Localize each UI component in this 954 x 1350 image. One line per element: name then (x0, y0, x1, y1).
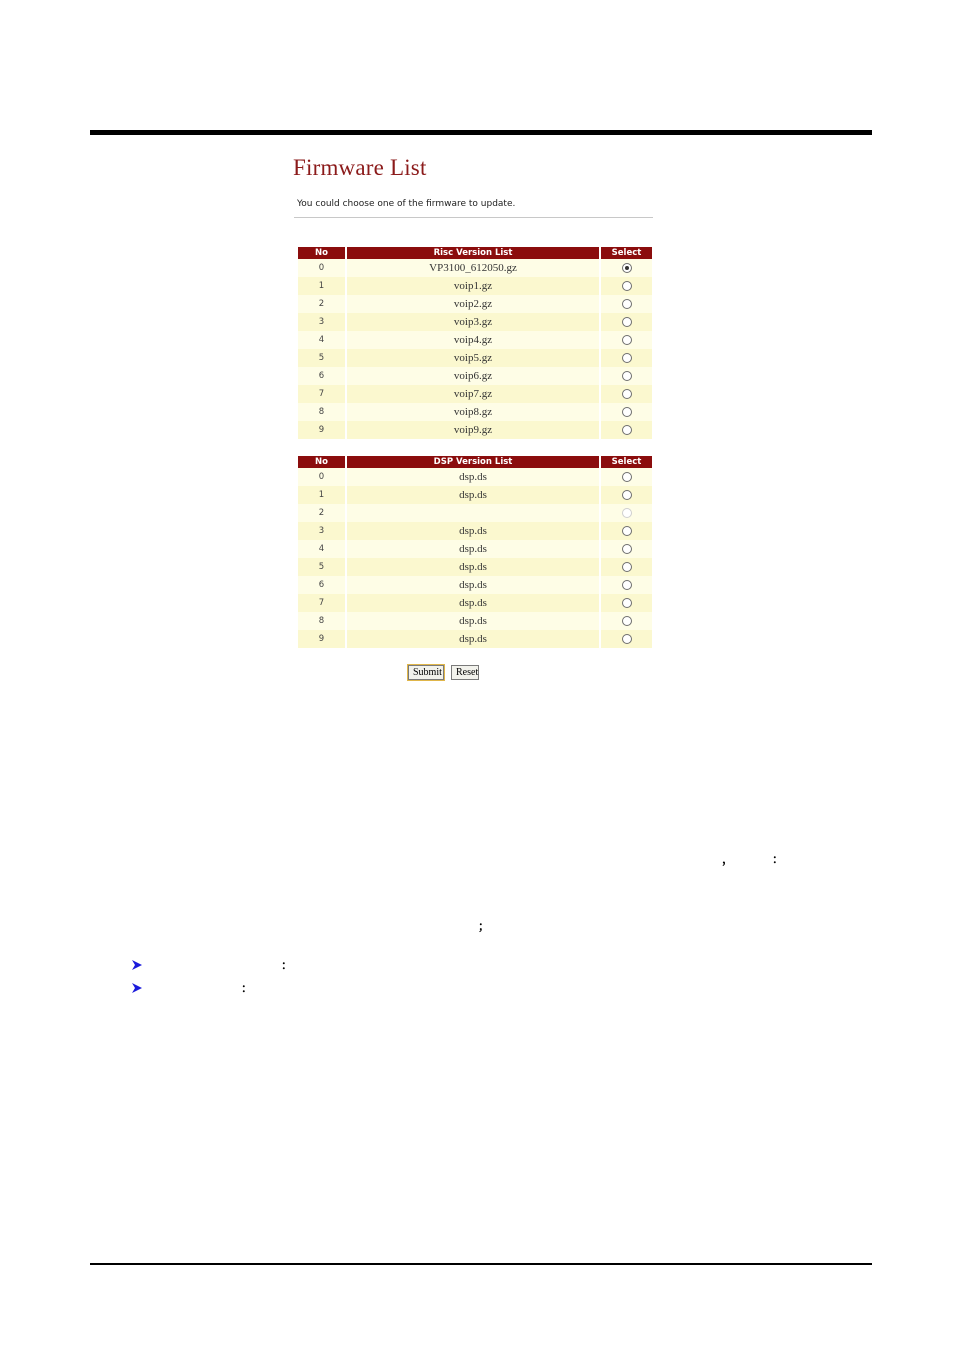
dsp-select-radio (622, 508, 632, 518)
select-cell (601, 367, 652, 385)
page-subtitle: You could choose one of the firmware to update. (297, 199, 516, 209)
select-cell (601, 612, 652, 630)
firmware-name: dsp.ds (347, 612, 599, 630)
select-cell (601, 468, 652, 486)
select-cell (601, 576, 652, 594)
risc-select-radio[interactable] (622, 389, 632, 399)
select-cell (601, 349, 652, 367)
select-cell (601, 385, 652, 403)
select-cell (601, 486, 652, 504)
table-row (298, 367, 652, 385)
dsp-select-radio[interactable] (622, 634, 632, 644)
select-cell (601, 421, 652, 439)
risc-select-radio[interactable] (622, 299, 632, 309)
dsp-rows (298, 468, 652, 648)
row-number: 8 (298, 612, 345, 630)
firmware-name: dsp.ds (347, 522, 599, 540)
divider (294, 217, 653, 218)
reset-button[interactable]: Reset (451, 665, 479, 680)
risc-select-radio[interactable] (622, 407, 632, 417)
firmware-name: VP3100_612050.gz (347, 259, 599, 277)
firmware-name: dsp.ds (347, 630, 599, 648)
risc-select-radio[interactable] (622, 263, 632, 273)
table-row (298, 331, 652, 349)
firmware-name: voip9.gz (347, 421, 599, 439)
firmware-name: voip5.gz (347, 349, 599, 367)
row-number: 1 (298, 277, 345, 295)
dsp-select-radio[interactable] (622, 562, 632, 572)
row-number: 8 (298, 403, 345, 421)
select-cell (601, 331, 652, 349)
table-row (298, 630, 652, 648)
row-number: 6 (298, 576, 345, 594)
submit-button[interactable]: Submit (408, 665, 444, 680)
dsp-select-radio[interactable] (622, 580, 632, 590)
select-cell (601, 594, 652, 612)
table-row (298, 421, 652, 439)
firmware-name (347, 504, 599, 522)
firmware-name: voip7.gz (347, 385, 599, 403)
row-number: 7 (298, 594, 345, 612)
risc-rows (298, 259, 652, 439)
firmware-name: dsp.ds (347, 468, 599, 486)
column-header-no: No (298, 247, 345, 259)
table-row (298, 522, 652, 540)
top-rule (90, 130, 872, 135)
select-cell (601, 277, 652, 295)
dsp-version-table (296, 456, 654, 648)
doc-colon: ： (281, 958, 294, 972)
firmware-name: dsp.ds (347, 540, 599, 558)
table-row (298, 385, 652, 403)
row-number: 9 (298, 630, 345, 648)
row-number: 2 (298, 504, 345, 522)
firmware-name: voip6.gz (347, 367, 599, 385)
risc-select-radio[interactable] (622, 281, 632, 291)
doc-semicolon: ； (478, 919, 491, 933)
select-cell (601, 259, 652, 277)
dsp-select-radio[interactable] (622, 598, 632, 608)
table-row (298, 612, 652, 630)
column-header-no: No (298, 456, 345, 468)
column-header-select: Select (601, 247, 652, 259)
dsp-select-radio[interactable] (622, 526, 632, 536)
table-row (298, 349, 652, 367)
firmware-name: voip2.gz (347, 295, 599, 313)
row-number: 7 (298, 385, 345, 403)
table-row (298, 403, 652, 421)
firmware-name: voip1.gz (347, 277, 599, 295)
doc-comma: ， (722, 852, 735, 866)
risc-select-radio[interactable] (622, 317, 632, 327)
row-number: 6 (298, 367, 345, 385)
risc-select-radio[interactable] (622, 371, 632, 381)
dsp-select-radio[interactable] (622, 616, 632, 626)
dsp-select-radio[interactable] (622, 472, 632, 482)
table-row (298, 540, 652, 558)
firmware-name: voip3.gz (347, 313, 599, 331)
table-row (298, 594, 652, 612)
risc-version-table (296, 247, 654, 439)
risc-select-radio[interactable] (622, 353, 632, 363)
page-title: Firmware List (293, 155, 427, 180)
dsp-select-radio[interactable] (622, 490, 632, 500)
table-row (298, 486, 652, 504)
bottom-rule (90, 1263, 872, 1265)
column-header-risc-version-list: Risc Version List (347, 247, 599, 259)
table-row (298, 576, 652, 594)
row-number: 4 (298, 540, 345, 558)
row-number: 3 (298, 313, 345, 331)
select-cell (601, 313, 652, 331)
risc-select-radio[interactable] (622, 425, 632, 435)
column-header-dsp-version-list: DSP Version List (347, 456, 599, 468)
doc-colon: ： (241, 981, 254, 995)
select-cell (601, 522, 652, 540)
row-number: 1 (298, 486, 345, 504)
select-cell (601, 504, 652, 522)
select-cell (601, 403, 652, 421)
firmware-name: dsp.ds (347, 486, 599, 504)
row-number: 5 (298, 558, 345, 576)
select-cell (601, 630, 652, 648)
row-number: 0 (298, 259, 345, 277)
select-cell (601, 540, 652, 558)
firmware-name: dsp.ds (347, 558, 599, 576)
firmware-name: voip4.gz (347, 331, 599, 349)
table-row (298, 558, 652, 576)
row-number: 0 (298, 468, 345, 486)
doc-colon: ： (772, 852, 785, 866)
table-row (298, 468, 652, 486)
table-row (298, 313, 652, 331)
row-number: 5 (298, 349, 345, 367)
table-row (298, 259, 652, 277)
row-number: 2 (298, 295, 345, 313)
column-header-select: Select (601, 456, 652, 468)
table-row (298, 295, 652, 313)
table-row (298, 277, 652, 295)
firmware-name: dsp.ds (347, 576, 599, 594)
row-number: 9 (298, 421, 345, 439)
row-number: 4 (298, 331, 345, 349)
row-number: 3 (298, 522, 345, 540)
select-cell (601, 295, 652, 313)
risc-select-radio[interactable] (622, 335, 632, 345)
firmware-name: dsp.ds (347, 594, 599, 612)
dsp-select-radio[interactable] (622, 544, 632, 554)
table-row (298, 504, 652, 522)
firmware-name: voip8.gz (347, 403, 599, 421)
select-cell (601, 558, 652, 576)
